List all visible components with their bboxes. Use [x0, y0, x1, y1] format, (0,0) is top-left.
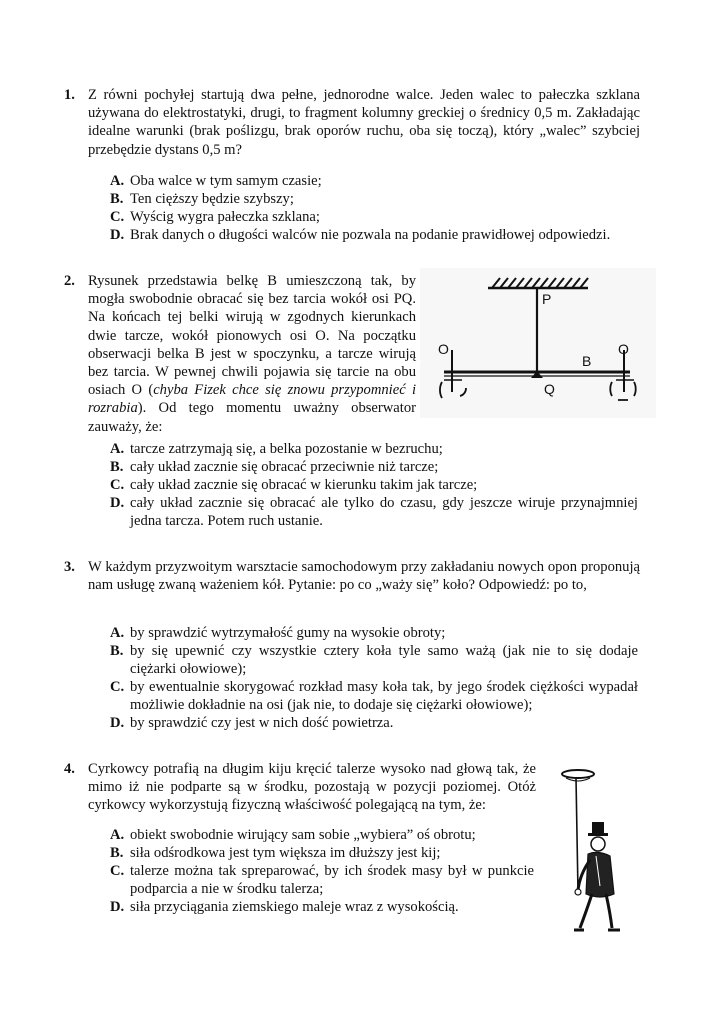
- answer-text: talerze można tak spreparować, by ich środek masy był w punkcie podparcia a nie w środku talerza;: [130, 863, 534, 898]
- answer-label: A.: [110, 827, 125, 843]
- question-text: Z równi pochyłej startują dwa pełne, jednorodne walce. Jeden walec to pałeczka szklana używana do elektrostatyki, drugi, to fragment kolumny greckiej o średnicy 0,5 m. Zakładając idealne warunki (brak poślizgu, brak oporów ruchu, oba się toczą), który „walec” szybciej przebędzie dystans 0,5 m?: [88, 87, 640, 158]
- answer-label: C.: [110, 679, 125, 695]
- answer-text: Wyścig wygra pałeczka szklana;: [130, 209, 320, 225]
- answer-text: obiekt swobodnie wirujący sam sobie „wybiera” oś obrotu;: [130, 827, 476, 843]
- juggler-figure: [548, 764, 624, 940]
- answer-text: siła przyciągania ziemskiego maleje wraz z wysokością.: [130, 899, 459, 915]
- answer-text: cały układ zacznie się obracać przeciwnie niż tarcze;: [130, 459, 439, 475]
- answer-label: A.: [110, 625, 125, 641]
- answer-label: D.: [110, 715, 125, 731]
- answer-label: B.: [110, 643, 124, 659]
- label-p: P: [542, 291, 552, 307]
- spinning-plate: [562, 770, 594, 778]
- question-number: 4.: [64, 761, 75, 777]
- answer-text: Ten cięższy będzie szybszy;: [130, 191, 294, 207]
- answer-label: A.: [110, 441, 125, 457]
- answer-text: siła odśrodkowa jest tym większa im dłuższy jest kij;: [130, 845, 441, 861]
- answer-label: A.: [110, 173, 125, 189]
- question-text: Cyrkowcy potrafią na długim kiju kręcić talerze wysoko nad głową tak, że mimo iż nie podparte są w środku, pozostają w pozycji poziomej. Otóż cyrkowcy wykorzystują fizyczną właściwość polegającą na tym, że:: [88, 761, 536, 814]
- beam-figure: [420, 268, 656, 418]
- label-o-right: O: [618, 341, 629, 357]
- question-text-italic: chyba Fizek chce się znowu przypomnieć i rozrabia: [88, 382, 416, 417]
- label-o-left: O: [438, 341, 449, 357]
- question-number: 2.: [64, 273, 75, 289]
- answer-label: B.: [110, 191, 124, 207]
- question-text-start: Rysunek przedstawia belkę B umieszczoną tak, by mogła swobodnie obracać się bez tarcia wokół osi PQ. Na końcach tej belki wirują w zgodnych kierunkach dwie tarcze, wokół pionowych osi O. Na początku obserwacji belka B jest w spoczynku, a tarcze wirują bez tarcia. W pewnej chwili pojawia się tarcie na obu osiach O (: [88, 273, 416, 399]
- answer-label: D.: [110, 227, 125, 243]
- question-text: [88, 272, 416, 436]
- label-q: Q: [544, 381, 555, 397]
- answer-label: B.: [110, 459, 124, 475]
- answer-label: C.: [110, 863, 125, 879]
- answer-label: D.: [110, 495, 125, 511]
- question-number: 1.: [64, 87, 75, 103]
- question-text-end: ). Od tego momentu uważny obserwator zauważy, że:: [88, 400, 416, 435]
- answer-text: cały układ zacznie się obracać ale tylko do czasu, gdy jeszcze wiruje przynajmniej jedna tarcza. Potem ruch ustanie.: [130, 495, 638, 530]
- answer-text: tarcze zatrzymają się, a belka pozostanie w bezruchu;: [130, 441, 443, 457]
- answer-text: Oba walce w tym samym czasie;: [130, 173, 322, 189]
- answer-label: D.: [110, 899, 125, 915]
- answer-label: C.: [110, 209, 125, 225]
- answer-text: by sprawdzić wytrzymałość gumy na wysokie obroty;: [130, 625, 446, 641]
- answer-text: cały układ zacznie się obracać w kierunku takim jak tarcze;: [130, 477, 478, 493]
- answer-text: by sprawdzić czy jest w nich dość powietrza.: [130, 715, 394, 731]
- answer-label: C.: [110, 477, 125, 493]
- answer-label: B.: [110, 845, 124, 861]
- answer-text: Brak danych o długości walców nie pozwala na podanie prawidłowej odpowiedzi.: [130, 227, 611, 243]
- question-number: 3.: [64, 559, 75, 575]
- question-text: W każdym przyzwoitym warsztacie samochodowym przy zakładaniu nowych opon proponują nam usługę zwaną ważeniem kół. Pytanie: po co „waży się” koło? Odpowiedź: po to,: [88, 559, 640, 594]
- answer-text: by ewentualnie skorygować rozkład masy koła tak, by jego środek ciężkości wypadał możliwie dokładnie na osi (jak nie, to dodaje się ciężarki ołowiowe);: [130, 679, 638, 714]
- label-b: B: [582, 353, 592, 369]
- answer-text: by się upewnić czy wszystkie cztery koła tyle samo ważą (jak nie to się dodaje ciężarki ołowiowe);: [130, 643, 638, 678]
- stick: [576, 778, 578, 892]
